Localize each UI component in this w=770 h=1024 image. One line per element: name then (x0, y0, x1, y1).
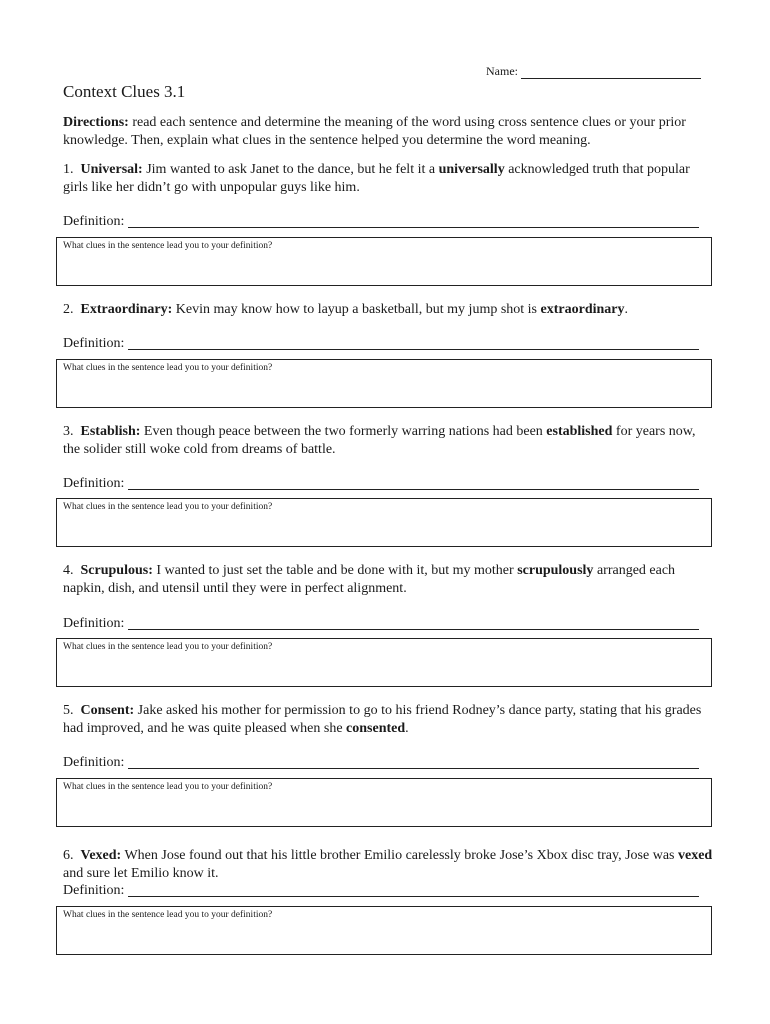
question-number: 3. (63, 424, 74, 439)
definition-label: Definition: (63, 336, 125, 351)
clue-box-3[interactable] (56, 498, 712, 547)
definition-field[interactable] (128, 884, 699, 897)
sentence-text: . (405, 721, 409, 736)
definition-line-1 (63, 214, 699, 230)
sentence-text: and sure let Emilio know it. (63, 866, 219, 881)
question-3 (63, 423, 713, 459)
page-title: Context Clues 3.1 (63, 82, 186, 101)
question-number: 2. (63, 302, 74, 317)
question-number: 1. (63, 162, 74, 177)
question-number: 5. (63, 703, 74, 718)
sentence-text: arranged each napkin, dish, and utensil until they were in perfect alignment. (63, 563, 676, 596)
directions-text: read each sentence and determine the meaning of the word using cross sentence clues or your prior knowledge. Then, explain what clues in the sentence helped you determine the word meaning. (63, 115, 686, 148)
clue-prompt: What clues in the sentence lead you to your definition? (63, 910, 273, 920)
clue-prompt: What clues in the sentence lead you to your definition? (63, 363, 273, 373)
sentence-text: I wanted to just set the table and be done with it, but my mother (152, 563, 518, 578)
question-5 (63, 702, 713, 738)
target-word: scrupulously (517, 563, 594, 578)
definition-label: Definition: (63, 616, 125, 631)
definition-label: Definition: (63, 755, 125, 770)
clue-prompt: What clues in the sentence lead you to your definition? (63, 502, 273, 512)
clue-box-2[interactable] (56, 359, 712, 408)
clue-box-1[interactable] (56, 237, 712, 286)
clue-box-6[interactable] (56, 906, 712, 955)
question-number: 4. (63, 563, 74, 578)
clue-box-4[interactable] (56, 638, 712, 687)
sentence-text: Even though peace between the two formerly warring nations had been (140, 424, 547, 439)
definition-field[interactable] (128, 756, 699, 769)
question-1 (63, 161, 713, 197)
clue-prompt: What clues in the sentence lead you to your definition? (63, 642, 273, 652)
vocab-word: Vexed: (80, 848, 122, 863)
definition-line-2 (63, 336, 699, 352)
vocab-word: Scrupulous: (80, 563, 153, 578)
directions (63, 114, 713, 150)
target-word: established (546, 424, 613, 439)
definition-line-5 (63, 755, 699, 771)
definition-field[interactable] (128, 215, 699, 228)
question-2 (63, 301, 713, 319)
clue-prompt: What clues in the sentence lead you to your definition? (63, 782, 273, 792)
question-6 (63, 847, 713, 883)
name-line (486, 64, 701, 79)
vocab-word: Universal: (80, 162, 143, 177)
name-label: Name: (486, 64, 518, 78)
sentence-text: for years now, the solider still woke cold from dreams of battle. (63, 424, 696, 457)
sentence-text: . (624, 302, 628, 317)
target-word: vexed (678, 848, 713, 863)
directions-label: Directions: (63, 115, 129, 130)
question-4 (63, 562, 713, 598)
definition-line-3 (63, 476, 699, 492)
clue-box-5[interactable] (56, 778, 712, 827)
sentence-text: When Jose found out that his little brother Emilio carelessly broke Jose’s Xbox disc tray, Jose was (121, 848, 678, 863)
sentence-text: Jake asked his mother for permission to go to his friend Rodney’s dance party, stating that his grades had improved, and he was quite pleased when she (63, 703, 702, 736)
clue-prompt: What clues in the sentence lead you to your definition? (63, 241, 273, 251)
definition-line-6 (63, 883, 699, 899)
name-field[interactable] (521, 66, 701, 79)
sentence-text: Jim wanted to ask Janet to the dance, but he felt it a (142, 162, 439, 177)
definition-line-4 (63, 616, 699, 632)
sentence-text: acknowledged truth that popular girls like her didn’t go with unpopular guys like him. (63, 162, 690, 195)
target-word: extraordinary (540, 302, 625, 317)
definition-field[interactable] (128, 617, 699, 630)
target-word: consented (346, 721, 406, 736)
vocab-word: Consent: (80, 703, 135, 718)
definition-field[interactable] (128, 337, 699, 350)
vocab-word: Establish: (80, 424, 141, 439)
target-word: universally (438, 162, 505, 177)
definition-field[interactable] (128, 477, 699, 490)
question-number: 6. (63, 848, 74, 863)
definition-label: Definition: (63, 476, 125, 491)
sentence-text: Kevin may know how to layup a basketball, but my jump shot is (172, 302, 541, 317)
vocab-word: Extraordinary: (80, 302, 173, 317)
definition-label: Definition: (63, 214, 125, 229)
definition-label: Definition: (63, 883, 125, 898)
